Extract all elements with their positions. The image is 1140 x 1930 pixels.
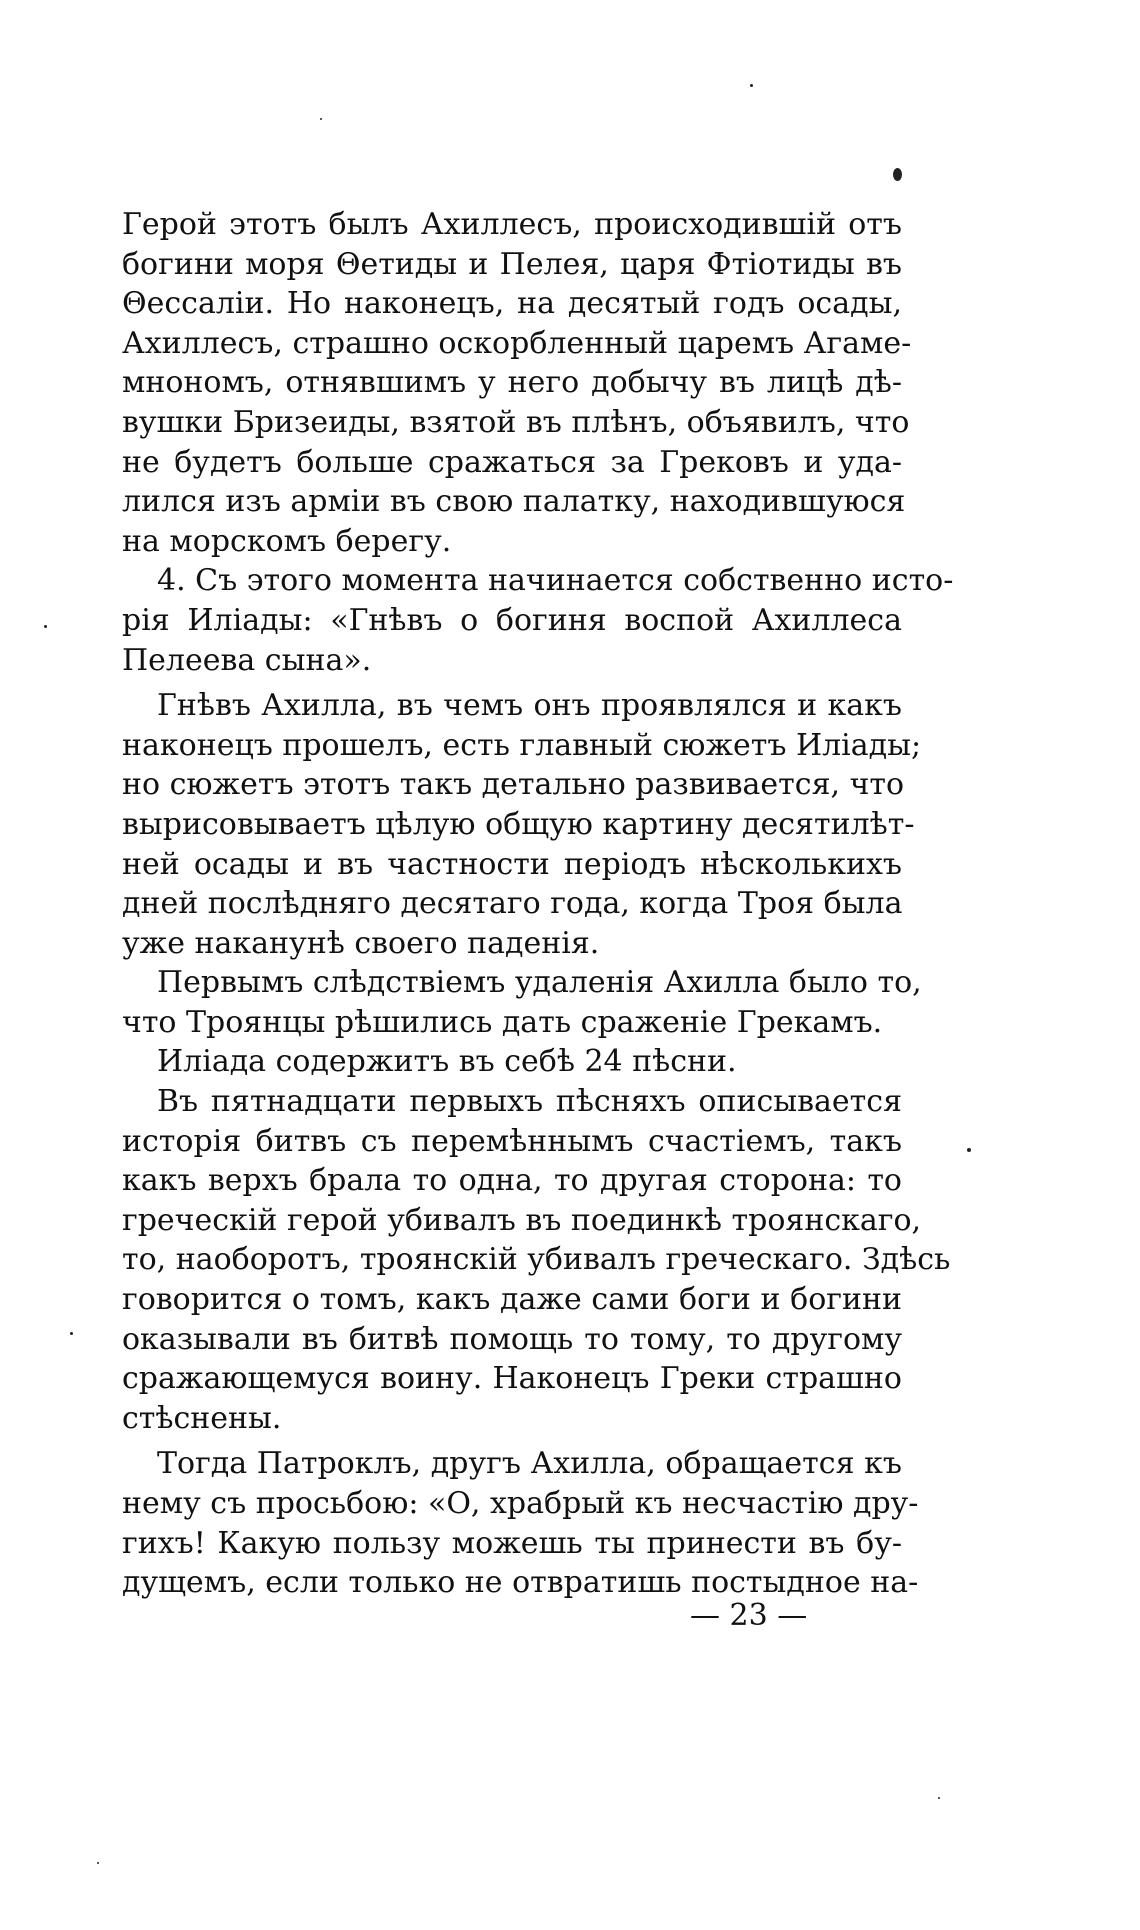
paragraph <box>122 686 922 963</box>
body-text <box>122 205 954 1603</box>
text-line: что Троянцы рѣшились дать сраженіе Грекамъ. <box>122 1004 883 1040</box>
text-line: исторія битвъ съ перемѣннымъ счастіемъ, такъ <box>122 1123 902 1159</box>
text-line: гихъ! Какую пользу можешь ты принести въ бу- <box>122 1525 902 1561</box>
text-line: лился изъ арміи въ свою палатку, находившуюся <box>122 484 906 520</box>
paragraph <box>122 963 922 1042</box>
text-line: дущемъ, если только не отвратишь постыдное на- <box>122 1565 919 1601</box>
text-line: то, наоборотъ, троянскій убивалъ греческаго. Здѣсь <box>122 1242 951 1278</box>
ink-speck <box>320 118 322 120</box>
paragraph <box>122 1042 902 1082</box>
text-line: какъ верхъ брала то одна, то другая сторона: то <box>122 1163 902 1199</box>
text-line: Герой этотъ былъ Ахиллесъ, происходившій отъ <box>122 207 902 242</box>
text-line: 4. Съ этого момента начинается собственно исто- <box>157 563 954 599</box>
text-line: мнономъ, отнявшимъ у него добычу въ лицѣ дѣ- <box>122 365 902 401</box>
text-line: наконецъ прошелъ, есть главный сюжетъ Иліады; <box>122 727 922 763</box>
text-line: Тогда Патроклъ, другъ Ахилла, обращается къ <box>157 1446 902 1482</box>
text-line: богини моря Θетиды и Пелея, царя Фтіотиды въ <box>122 246 902 282</box>
text-line: Въ пятнадцати первыхъ пѣсняхъ описывается <box>157 1084 902 1120</box>
text-line: Гнѣвъ Ахилла, въ чемъ онъ проявлялся и какъ <box>157 688 902 724</box>
ink-speck <box>750 84 753 87</box>
text-line: вырисовываетъ цѣлую общую картину десятилѣт- <box>122 806 915 842</box>
text-line: на морскомъ берегу. <box>122 523 452 559</box>
ink-speck <box>893 168 902 181</box>
ink-speck <box>97 1862 99 1864</box>
ink-speck <box>938 1797 940 1799</box>
paragraph <box>122 1444 919 1602</box>
text-line: Θессаліи. Но наконецъ, на десятый годъ осады, <box>122 286 902 322</box>
text-line: говорится о томъ, какъ даже сами боги и богини <box>122 1282 902 1318</box>
text-line: нему съ просьбою: «О, храбрый къ несчастію дру- <box>122 1486 919 1521</box>
ink-speck <box>967 1148 971 1152</box>
text-line: не будетъ больше сражаться за Грековъ и уда- <box>122 444 902 480</box>
text-line: ней осады и въ частности періодъ нѣсколькихъ <box>122 846 902 882</box>
ink-speck <box>44 625 47 628</box>
page-number: — 23 — <box>690 1598 808 1633</box>
text-line: вушки Бризеиды, взятой въ плѣнъ, объявилъ, что <box>122 404 910 440</box>
text-line: Первымъ слѣдствіемъ удаленія Ахилла было то, <box>157 965 922 1001</box>
text-line: стѣснены. <box>122 1400 282 1436</box>
text-line: Пелеева сына». <box>122 642 372 678</box>
text-line: рія Иліады: «Гнѣвъ о богиня воспой Ахиллеса <box>122 602 902 638</box>
text-line: но сюжетъ этотъ такъ детально развивается, что <box>122 767 905 803</box>
text-line: Иліада содержитъ въ себѣ 24 пѣсни. <box>157 1044 737 1080</box>
text-line: уже наканунѣ своего паденія. <box>122 925 600 961</box>
text-line: оказывали въ битвѣ помощь то тому, то другому <box>122 1321 902 1357</box>
text-line: греческій герой убивалъ въ поединкѣ троянскаго, <box>122 1202 922 1238</box>
text-line: Ахиллесъ, страшно оскорбленный царемъ Агаме- <box>122 325 912 361</box>
paragraph <box>122 1082 951 1438</box>
text-line: дней послѣдняго десятаго года, когда Троя была <box>122 886 903 922</box>
paragraph <box>122 561 954 680</box>
text-line: сражающемуся воину. Наконецъ Греки страшно <box>122 1361 902 1397</box>
ink-speck <box>70 1332 73 1335</box>
paragraph <box>122 205 912 561</box>
